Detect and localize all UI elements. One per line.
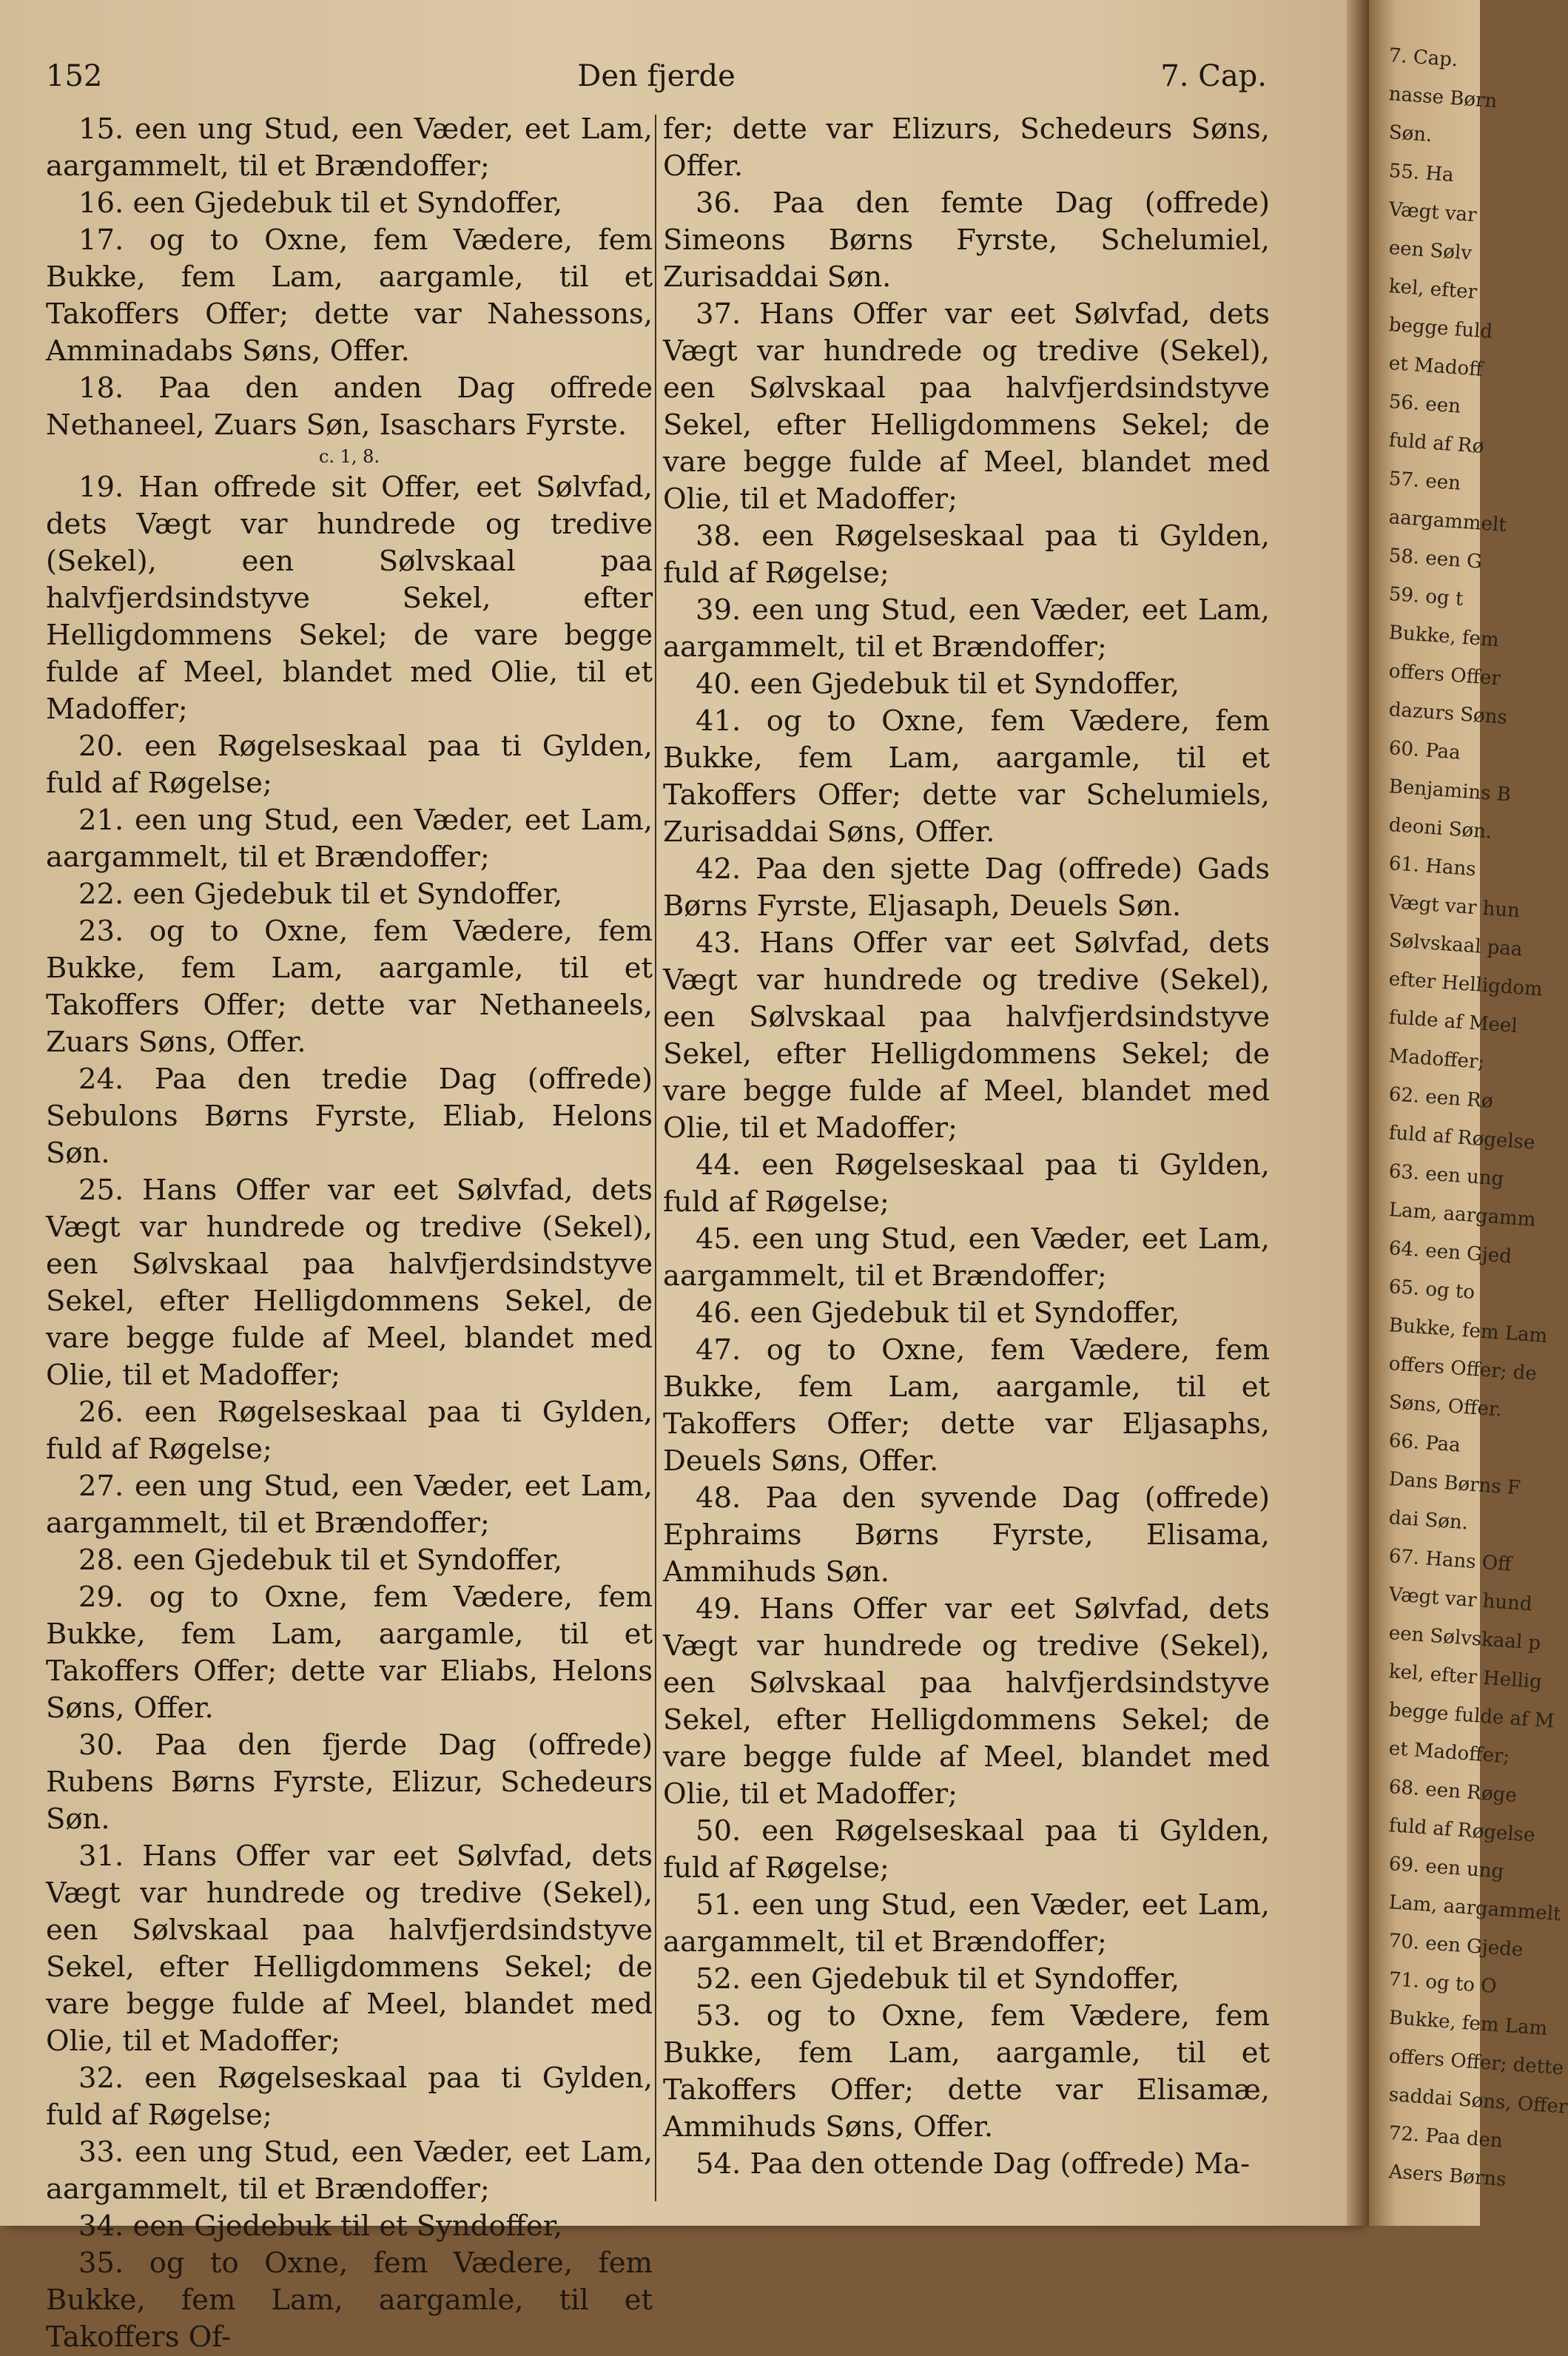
facing-page-fragment: fuld af Røgelse bbox=[1387, 1814, 1536, 1847]
page-number: 152 bbox=[46, 59, 103, 93]
verse-paragraph: 35. og to Oxne, fem Vædere, fem Bukke, fem Lam, aargamle, til et Takoffers Of- bbox=[46, 2246, 653, 2354]
verse-paragraph: 41. og to Oxne, fem Vædere, fem Bukke, fem Lam, aargamle, til et Takoffers Offer; dette var Schelumiels, Zurisaddai Søns, Offer. bbox=[663, 704, 1270, 849]
facing-page-fragment: Lam, aargammelt bbox=[1387, 1891, 1562, 1926]
verse-paragraph: 44. een Røgelseskaal paa ti Gylden, fuld af Røgelse; bbox=[663, 1148, 1270, 1219]
verse-paragraph: 40. een Gjedebuk til et Syndoffer, bbox=[696, 667, 1180, 701]
facing-page-fragment: efter Helligdom bbox=[1387, 968, 1544, 1001]
facing-page-fragment: 64. een Gjed bbox=[1387, 1237, 1513, 1268]
chapter-heading: 7. Cap. bbox=[1160, 59, 1267, 93]
right-column bbox=[663, 111, 1270, 2212]
verse-paragraph: 20. een Røgelseskaal paa ti Gylden, fuld af Røgelse; bbox=[46, 730, 653, 800]
verse-paragraph: 47. og to Oxne, fem Vædere, fem Bukke, fem Lam, aargamle, til et Takoffers Offer; dette var Eljasaphs, Deuels Søns, Offer. bbox=[663, 1333, 1270, 1478]
facing-page-fragment: Bukke, fem bbox=[1387, 622, 1500, 652]
facing-page-fragment: 62. een Rø bbox=[1387, 1083, 1494, 1113]
verse-paragraph: 32. een Røgelseskaal paa ti Gylden, fuld af Røgelse; bbox=[46, 2062, 653, 2132]
facing-page-fragment: 60. Paa bbox=[1387, 737, 1461, 764]
facing-page-fragment: 72. Paa den bbox=[1387, 2122, 1504, 2153]
verse-paragraph: fer; dette var Elizurs, Schedeurs Søns, Offer. bbox=[663, 112, 1270, 183]
facing-page-fragment: et Madoff bbox=[1387, 352, 1484, 381]
verse-paragraph: 33. een ung Stud, een Væder, eet Lam, aargammelt, til et Brændoffer; bbox=[46, 2135, 653, 2206]
verse-paragraph: 17. og to Oxne, fem Vædere, fem Bukke, fem Lam, aargamle, til et Takoffers Offer; dette var Nahessons, Amminadabs Søns, Offer. bbox=[46, 223, 653, 368]
facing-page-fragment: Bukke, fem Lam bbox=[1387, 1314, 1549, 1347]
facing-page-fragment: 56. een bbox=[1387, 391, 1461, 418]
facing-page-fragment: 57. een bbox=[1387, 468, 1461, 495]
verse-paragraph: 38. een Røgelseskaal paa ti Gylden, fuld af Røgelse; bbox=[663, 519, 1270, 590]
verse-paragraph: 16. een Gjedebuk til et Syndoffer, bbox=[78, 186, 563, 220]
facing-page-fragment: offers Offer bbox=[1387, 660, 1501, 690]
facing-page-fragment: 7. Cap. bbox=[1387, 44, 1459, 72]
facing-page-fragment: Sølvskaal paa bbox=[1387, 929, 1524, 961]
verse-paragraph: 21. een ung Stud, een Væder, eet Lam, aargammelt, til et Brændoffer; bbox=[46, 804, 653, 874]
facing-page-fragment: een Sølv bbox=[1387, 237, 1473, 265]
verse-paragraph: 34. een Gjedebuk til et Syndoffer, bbox=[78, 2209, 563, 2243]
verse-paragraph: 54. Paa den ottende Dag (offrede) Ma- bbox=[696, 2147, 1251, 2181]
facing-page-fragment: Lam, aargamm bbox=[1387, 1199, 1537, 1231]
facing-page-fragment: Bukke, fem Lam bbox=[1387, 2007, 1549, 2040]
verse-paragraph: 48. Paa den syvende Dag (offrede) Ephraims Børns Fyrste, Elisama, Ammihuds Søn. bbox=[663, 1481, 1270, 1589]
facing-page-fragment: offers Offer; de bbox=[1387, 1353, 1538, 1385]
facing-page-fragment: fulde af Meel bbox=[1387, 1006, 1518, 1038]
running-title: Den fjerde bbox=[577, 59, 736, 93]
facing-page-fragment: Dans Børns F bbox=[1387, 1468, 1521, 1500]
facing-page-fragment: nasse Børn bbox=[1387, 83, 1498, 113]
facing-page-fragment: Vægt var hun bbox=[1387, 891, 1521, 923]
facing-page-fragment: Benjamins B bbox=[1387, 775, 1512, 807]
left-column bbox=[46, 111, 653, 2354]
verse-paragraph: 24. Paa den tredie Dag (offrede) Sebulons Børns Fyrste, Eliab, Helons Søn. bbox=[46, 1063, 653, 1170]
facing-page-fragment: 69. een ung bbox=[1387, 1853, 1505, 1883]
facing-page-fragment: begge fulde af M bbox=[1387, 1699, 1555, 1733]
facing-page-fragment: 68. een Røge bbox=[1387, 1776, 1518, 1808]
verse-paragraph: 27. een ung Stud, een Væder, eet Lam, aargammelt, til et Brændoffer; bbox=[46, 1470, 653, 1540]
page-header bbox=[46, 59, 1267, 111]
facing-page-fragment: 61. Hans bbox=[1387, 852, 1477, 881]
verse-paragraph: 37. Hans Offer var eet Sølvfad, dets Vægt var hundrede og tredive (Sekel), een Sølvskaal paa halvfjerdsindstyve Sekel, efter Helligdommens Sekel; de vare begge fulde af Meel, blandet med Olie, til et Madoffer; bbox=[663, 297, 1270, 516]
facing-page-fragment: kel, efter bbox=[1387, 275, 1478, 304]
facing-page-fragment: fuld af Rø bbox=[1387, 429, 1485, 458]
facing-page-fragment: Vægt var hund bbox=[1387, 1583, 1533, 1616]
facing-page-fragment: Asers Børns bbox=[1387, 2161, 1507, 2192]
verse-paragraph: 39. een ung Stud, een Væder, eet Lam, aargammelt, til et Brændoffer; bbox=[663, 593, 1270, 664]
verse-paragraph: 25. Hans Offer var eet Sølvfad, dets Vægt var hundrede og tredive (Sekel), een Sølvskaal paa halvfjerdsindstyve Sekel, efter Helligdommens Sekel, de vare begge fulde af Meel, blandet med Olie, til et Madoffer; bbox=[46, 1174, 653, 1392]
facing-page-fragment: saddai Søns, Offer bbox=[1387, 2084, 1568, 2118]
facing-page-fragment: 67. Hans Off bbox=[1387, 1545, 1513, 1576]
verse-paragraph: 51. een ung Stud, een Væder, eet Lam, aargammelt, til et Brændoffer; bbox=[663, 1888, 1270, 1959]
facing-page-fragment: 63. een ung bbox=[1387, 1160, 1505, 1191]
facing-page-fragment: een Sølvskaal p bbox=[1387, 1622, 1542, 1655]
facing-page-fragment: 55. Ha bbox=[1387, 160, 1455, 187]
facing-page-fragment: aargammelt bbox=[1387, 506, 1507, 537]
verse-paragraph: 53. og to Oxne, fem Vædere, fem Bukke, fem Lam, aargamle, til et Takoffers Offer; dette var Elisamæ, Ammihuds Søns, Offer. bbox=[663, 1999, 1270, 2144]
facing-page-fragment: offers Offer; dette bbox=[1387, 2045, 1564, 2080]
facing-page-fragment: 70. een Gjede bbox=[1387, 1930, 1524, 1962]
facing-page-fragment: fuld af Røgelse bbox=[1387, 1122, 1536, 1154]
facing-page-fragment: Søns, Offer. bbox=[1387, 1391, 1503, 1421]
verse-paragraph: 18. Paa den anden Dag offrede Nethaneel, Zuars Søn, Isaschars Fyrste. bbox=[46, 371, 653, 442]
facing-page-fragment: 65. og to bbox=[1387, 1276, 1476, 1305]
facing-page-fragment: 66. Paa bbox=[1387, 1430, 1461, 1457]
facing-page-fragment: et Madoffer; bbox=[1387, 1737, 1511, 1768]
verse-paragraph: 36. Paa den femte Dag (offrede) Simeons Børns Fyrste, Schelumiel, Zurisaddai Søn. bbox=[663, 186, 1270, 294]
book-gutter bbox=[1347, 0, 1369, 2226]
facing-page-fragment: Søn. bbox=[1387, 121, 1433, 147]
verse-paragraph: 52. een Gjedebuk til et Syndoffer, bbox=[696, 1962, 1180, 1996]
verse-paragraph: 23. og to Oxne, fem Vædere, fem Bukke, fem Lam, aargamle, til et Takoffers Offer; dette var Nethaneels, Zuars Søns, Offer. bbox=[46, 915, 653, 1059]
facing-page-edge bbox=[1369, 0, 1568, 2226]
facing-page-fragment: dazurs Søns bbox=[1387, 699, 1508, 730]
verse-paragraph: 46. een Gjedebuk til et Syndoffer, bbox=[696, 1296, 1180, 1330]
verse-paragraph: 42. Paa den sjette Dag (offrede) Gads Børns Fyrste, Eljasaph, Deuels Søn. bbox=[663, 852, 1270, 923]
verse-paragraph: 30. Paa den fjerde Dag (offrede) Rubens Børns Fyrste, Elizur, Schedeurs Søn. bbox=[46, 1729, 653, 1836]
verse-paragraph: 19. Han offrede sit Offer, eet Sølvfad, dets Vægt var hundrede og tredive (Sekel), een Sølvskaal paa halvfjerdsindstyve Sekel, efter Helligdommens Sekel; de vare begge fulde af Meel, blandet med Olie, til et Madoffer; bbox=[46, 471, 653, 726]
verse-paragraph: 26. een Røgelseskaal paa ti Gylden, fuld af Røgelse; bbox=[46, 1396, 653, 1466]
verse-paragraph: 29. og to Oxne, fem Vædere, fem Bukke, fem Lam, aargamle, til et Takoffers Offer; dette var Eliabs, Helons Søns, Offer. bbox=[46, 1581, 653, 1725]
facing-page-fragment: dai Søn. bbox=[1387, 1507, 1469, 1535]
verse-paragraph: 15. een ung Stud, een Væder, eet Lam, aargammelt, til et Brændoffer; bbox=[46, 112, 653, 183]
facing-page-fragment: 59. og t bbox=[1387, 583, 1464, 610]
verse-paragraph: 22. een Gjedebuk til et Syndoffer, bbox=[78, 878, 563, 911]
facing-page-fragment: Madoffer; bbox=[1387, 1045, 1486, 1074]
verse-paragraph: 28. een Gjedebuk til et Syndoffer, bbox=[78, 1544, 563, 1577]
facing-page-fragment: deoni Søn. bbox=[1387, 814, 1493, 844]
facing-page-fragment: begge fuld bbox=[1387, 314, 1493, 343]
facing-page-fragment: Vægt var bbox=[1387, 198, 1478, 227]
verse-paragraph: 45. een ung Stud, een Væder, eet Lam, aargammelt, til et Brændoffer; bbox=[663, 1222, 1270, 1293]
facing-page-fragment: 71. og to O bbox=[1387, 1968, 1498, 1999]
verse-paragraph: 49. Hans Offer var eet Sølvfad, dets Vægt var hundrede og tredive (Sekel), een Sølvskaal paa halvfjerdsindstyve Sekel, efter Helligdommens Sekel; de vare begge fulde af Meel, blandet med Olie, til et Madoffer; bbox=[663, 1592, 1270, 1811]
facing-page-fragment: kel, efter Hellig bbox=[1387, 1660, 1543, 1694]
column-divider bbox=[655, 115, 656, 2201]
verse-paragraph: 50. een Røgelseskaal paa ti Gylden, fuld af Røgelse; bbox=[663, 1814, 1270, 1885]
verse-paragraph: 31. Hans Offer var eet Sølvfad, dets Vægt var hundrede og tredive (Sekel), een Sølvskaal paa halvfjerdsindstyve Sekel, efter Helligdommens Sekel; de vare begge fulde af Meel, blandet med Olie, til et Madoffer; bbox=[46, 1840, 653, 2058]
facing-page-fragment: 58. een G bbox=[1387, 545, 1483, 573]
verse-paragraph: 43. Hans Offer var eet Sølvfad, dets Vægt var hundrede og tredive (Sekel), een Sølvskaal paa halvfjerdsindstyve Sekel, efter Helligdommens Sekel; de vare begge fulde af Meel, blandet med Olie, til et Madoffer; bbox=[663, 926, 1270, 1145]
cross-reference: c. 1, 8. bbox=[318, 446, 380, 467]
